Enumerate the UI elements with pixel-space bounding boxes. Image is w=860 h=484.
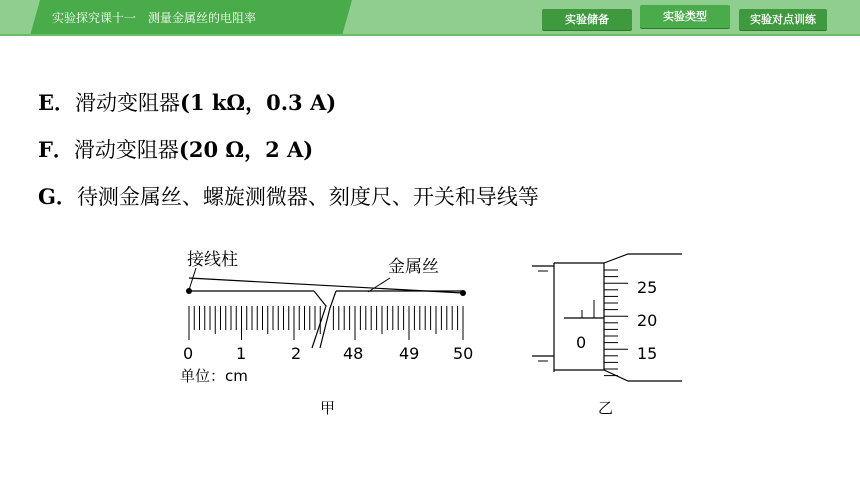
caption-a: 甲	[320, 399, 336, 417]
tab-label: 实验储备	[565, 13, 609, 26]
tick-label-1: 1	[236, 344, 247, 363]
tick-label-50: 50	[453, 344, 474, 363]
option-spec: (20 Ω，2 A)	[178, 137, 314, 162]
option-letter: G．	[38, 184, 77, 209]
figure-ruler	[180, 250, 473, 417]
option-letter: F．	[38, 137, 74, 162]
option-letter: E．	[38, 90, 76, 115]
tick-label-2: 2	[291, 344, 302, 363]
option-spec: (1 kΩ，0.3 A)	[180, 90, 337, 115]
caption-b: 乙	[598, 399, 614, 417]
thimble-label-15: 15	[637, 344, 658, 363]
tab-label: 实验对点训练	[750, 13, 816, 26]
break-mark-left	[312, 291, 326, 348]
wire-pointer	[368, 278, 390, 292]
tick-label-0: 0	[183, 344, 194, 363]
label-wire: 金属丝	[388, 257, 439, 277]
terminal-pointer	[189, 268, 196, 290]
tick-label-49: 49	[399, 344, 420, 363]
option-text: 待测金属丝、螺旋测微器、刻度尺、开关和导线等	[76, 185, 539, 209]
option-text: 滑动变阻器	[75, 91, 181, 115]
option-text: 滑动变阻器	[73, 138, 179, 162]
tab-label: 实验类型	[663, 10, 707, 23]
figure-micrometer	[532, 254, 682, 417]
thimble-label-20: 20	[637, 311, 658, 330]
thimble-label-25: 25	[637, 278, 658, 297]
unit-label: 单位：cm	[180, 367, 248, 385]
label-terminal: 接线柱	[187, 250, 238, 270]
page-title: 实验探究课十一 测量金属丝的电阻率	[52, 11, 257, 25]
thimble-ticks	[604, 270, 628, 376]
tick-label-48: 48	[343, 344, 364, 363]
thimble-top	[604, 254, 682, 263]
sleeve-zero-label: 0	[576, 333, 587, 352]
